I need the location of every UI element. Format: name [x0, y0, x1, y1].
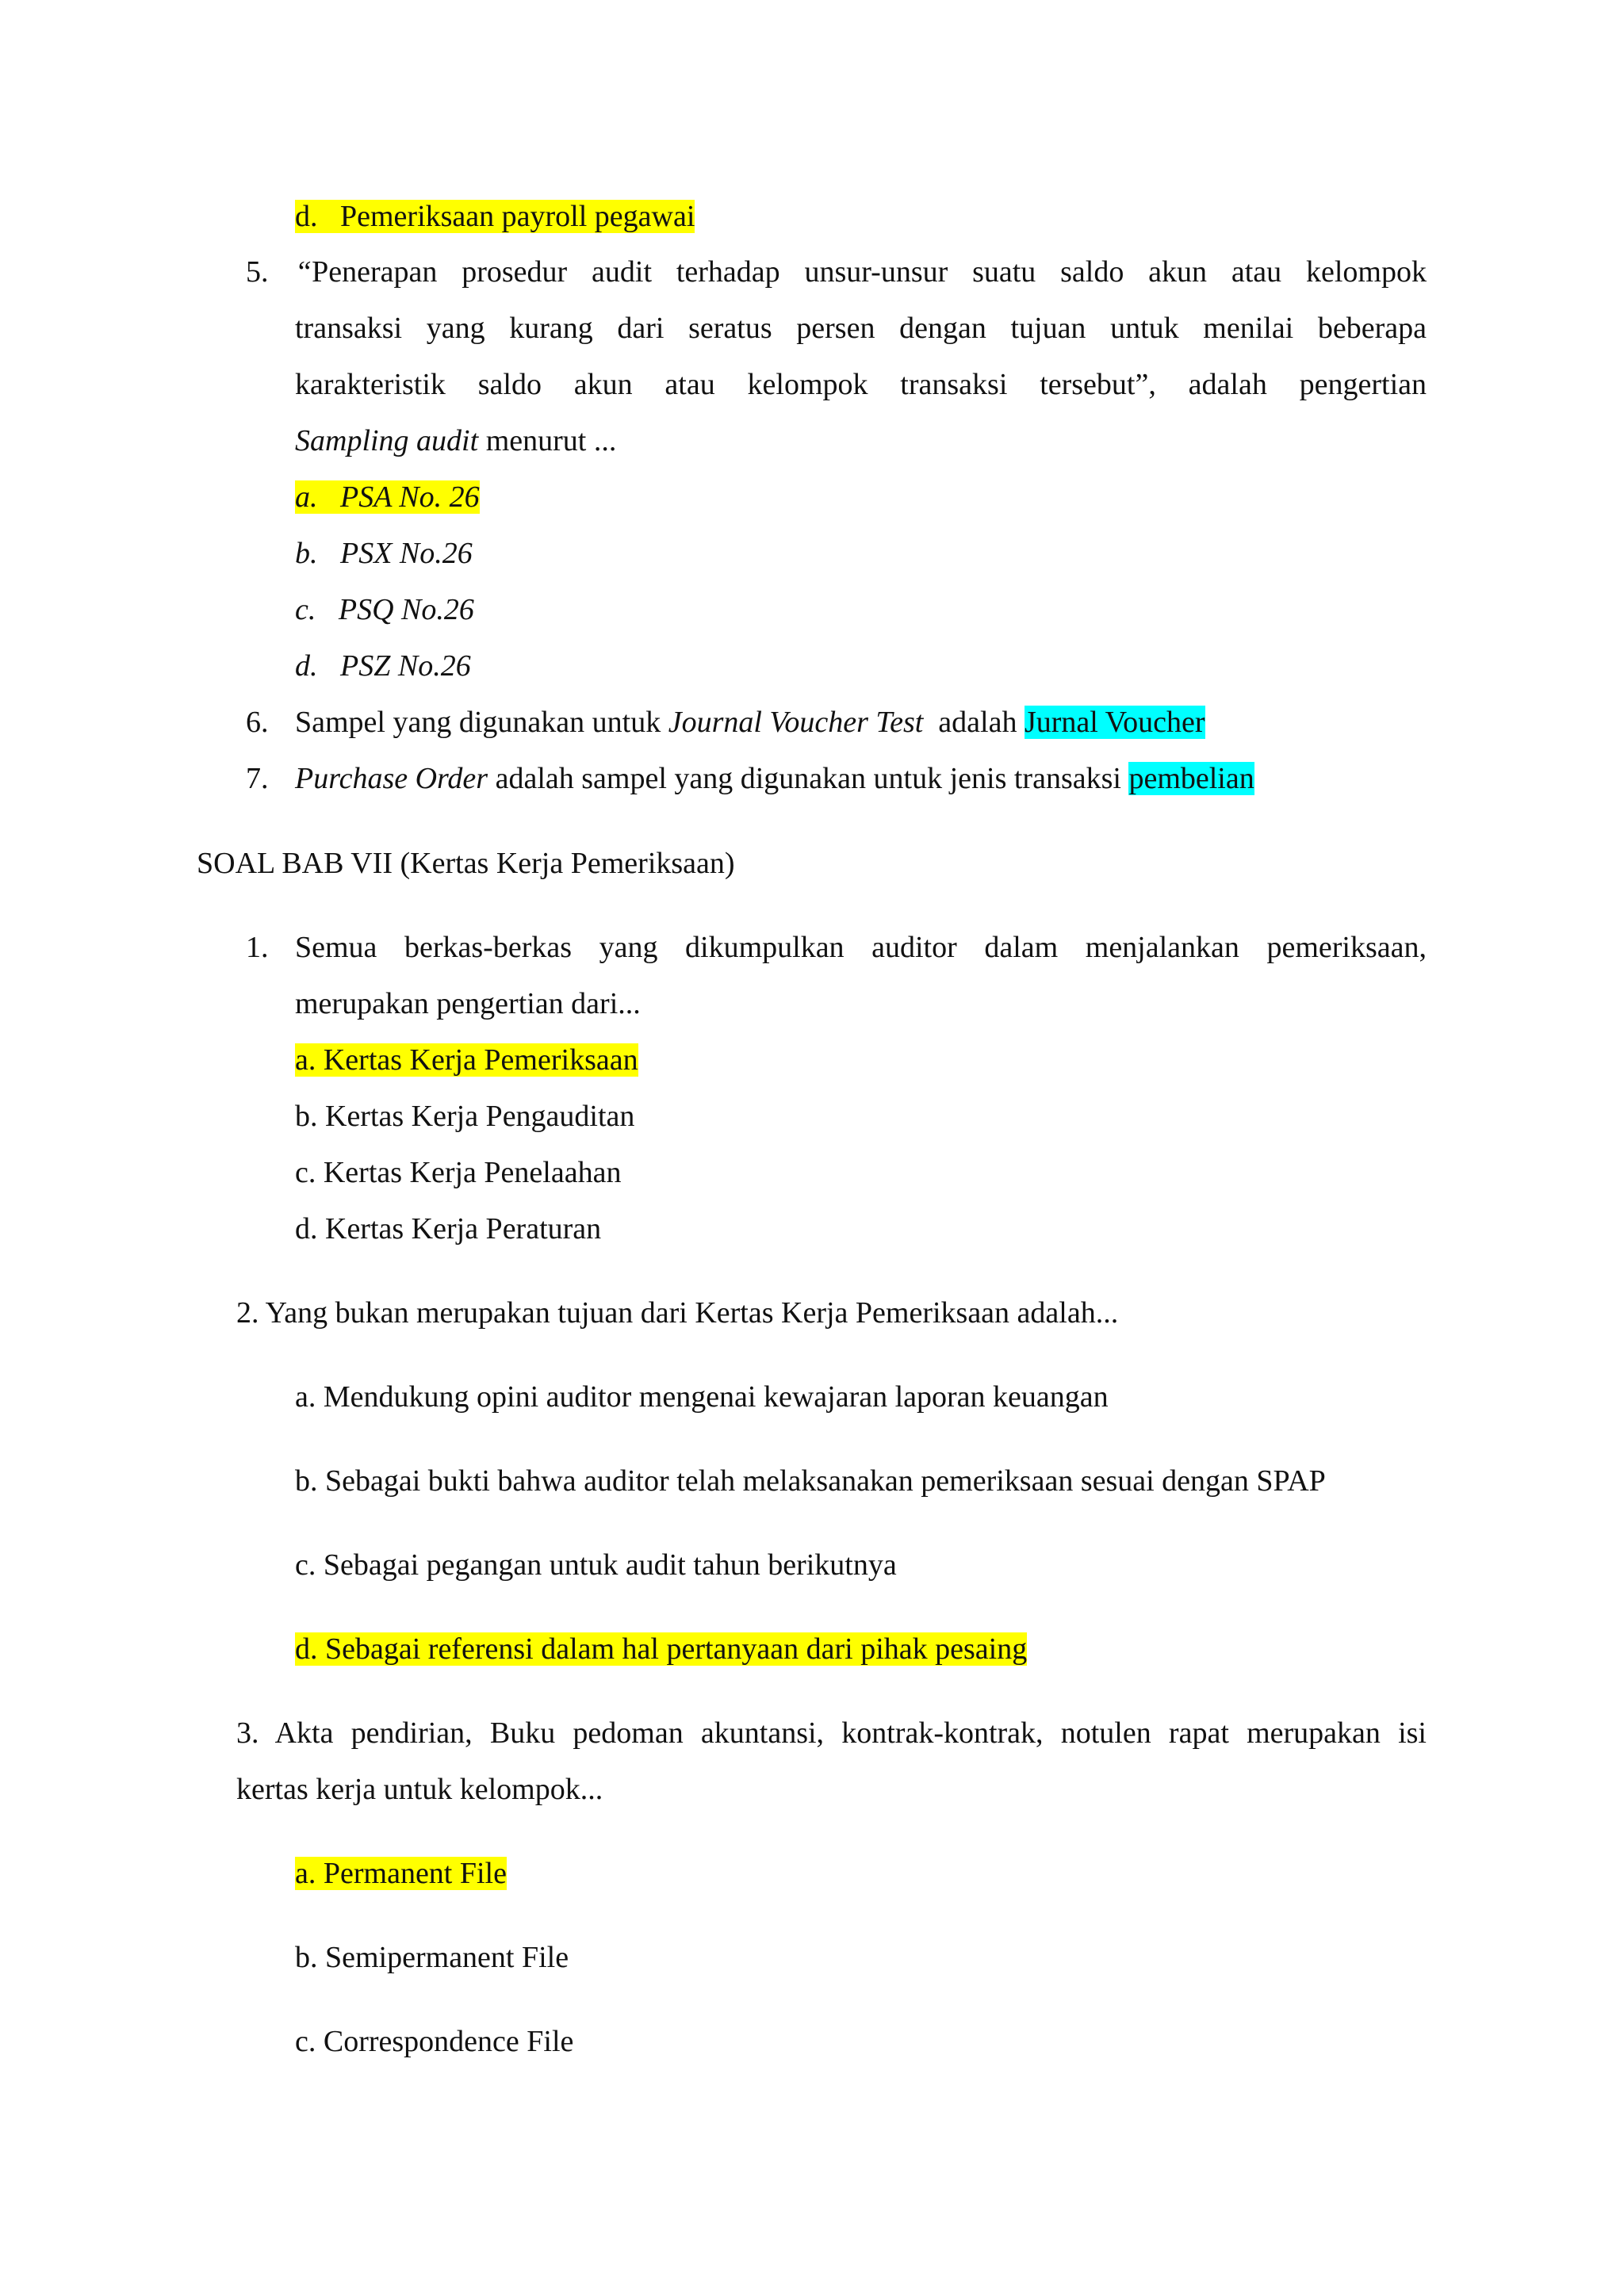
bab7-q1-option-b: b. Kertas Kerja Pengauditan [295, 1100, 635, 1133]
question-5-number: 5. [246, 255, 269, 289]
option-letter: a. [295, 480, 318, 514]
bab7-q1-number: 1. [246, 931, 269, 964]
question-7-text [295, 760, 1254, 797]
q5-text-4: menurut ... [478, 424, 617, 457]
option-text: PSA No. 26 [340, 480, 480, 514]
q6-text-mid: adalah [923, 706, 1025, 739]
bab7-q3-line-1: 3. Akta pendirian, Buku pedoman akuntansi, kontrak-kontrak, notulen rapat merupakan isi [236, 1716, 1427, 1750]
highlight-answer: pembelian [1128, 762, 1254, 795]
option-d-prev [295, 198, 695, 235]
question-7-number: 7. [246, 762, 269, 795]
section-title: SOAL BAB VII (Kertas Kerja Pemeriksaan) [197, 847, 735, 880]
bab7-q2-option-c: c. Sebagai pegangan untuk audit tahun berikutnya [295, 1548, 897, 1582]
italic-term: Purchase Order [295, 762, 488, 795]
option-text: PSX No.26 [340, 537, 473, 570]
question-5-line-2: transaksi yang kurang dari seratus persen dengan tujuan untuk menilai beberapa [295, 312, 1427, 345]
q5-option-c [295, 591, 474, 628]
option-text: PSZ No.26 [340, 649, 471, 683]
bab7-q1-line-1: Semua berkas-berkas yang dikumpulkan auditor dalam menjalankan pemeriksaan, [295, 931, 1427, 964]
bab7-q1-option-c: c. Kertas Kerja Penelaahan [295, 1156, 622, 1189]
q5-option-b [295, 535, 473, 572]
q5-option-a [295, 479, 480, 515]
bab7-q2-option-a: a. Mendukung opini auditor mengenai kewajaran laporan keuangan [295, 1380, 1109, 1414]
italic-term: Journal Voucher Test [668, 706, 924, 739]
question-5-line-3: karakteristik saldo akun atau kelompok transaksi tersebut”, adalah pengertian [295, 368, 1427, 401]
bab7-q3-option-b: b. Semipermanent File [295, 1941, 569, 1974]
highlight-answer [295, 200, 695, 233]
highlight-answer: Jurnal Voucher [1024, 706, 1205, 739]
q6-text: Sampel yang digunakan untuk [295, 706, 668, 739]
question-6-number: 6. [246, 706, 269, 739]
question-6-text [295, 704, 1205, 740]
question-5-line-4 [295, 423, 616, 459]
bab7-q3-option-a [295, 1855, 507, 1892]
option-text: PSQ No.26 [338, 593, 474, 626]
bab7-q1-option-a [295, 1042, 638, 1078]
question-5-line-1 [295, 254, 1427, 290]
q7-text: adalah sampel yang digunakan untuk jenis transaksi [488, 762, 1129, 795]
option-letter: c. [295, 593, 316, 626]
bab7-q3-option-c: c. Correspondence File [295, 2025, 574, 2058]
option-text: Pemeriksaan payroll pegawai [340, 200, 695, 233]
bab7-q2-option-d [295, 1631, 1027, 1667]
highlight-answer: d. Sebagai referensi dalam hal pertanyaan dari pihak pesaing [295, 1632, 1028, 1666]
bab7-q1-option-d: d. Kertas Kerja Peraturan [295, 1212, 602, 1246]
q5-text-1: Penerapan prosedur audit terhadap unsur-unsur suatu saldo akun atau kelompok [312, 255, 1427, 289]
highlight-answer: a. Permanent File [295, 1857, 507, 1890]
open-quote: “ [295, 255, 312, 289]
highlight-answer [295, 480, 480, 514]
option-letter: d. [295, 200, 318, 233]
italic-term: Sampling audit [295, 424, 479, 457]
q5-option-d [295, 648, 471, 684]
bab7-q2-option-b: b. Sebagai bukti bahwa auditor telah melaksanakan pemeriksaan sesuai dengan SPAP [295, 1464, 1326, 1498]
highlight-answer: a. Kertas Kerja Pemeriksaan [295, 1043, 638, 1077]
option-letter: b. [295, 537, 318, 570]
bab7-q2-question: 2. Yang bukan merupakan tujuan dari Kertas Kerja Pemeriksaan adalah... [236, 1296, 1119, 1330]
bab7-q3-line-2: kertas kerja untuk kelompok... [236, 1773, 603, 1806]
option-letter: d. [295, 649, 318, 683]
bab7-q1-line-2: merupakan pengertian dari... [295, 987, 641, 1020]
